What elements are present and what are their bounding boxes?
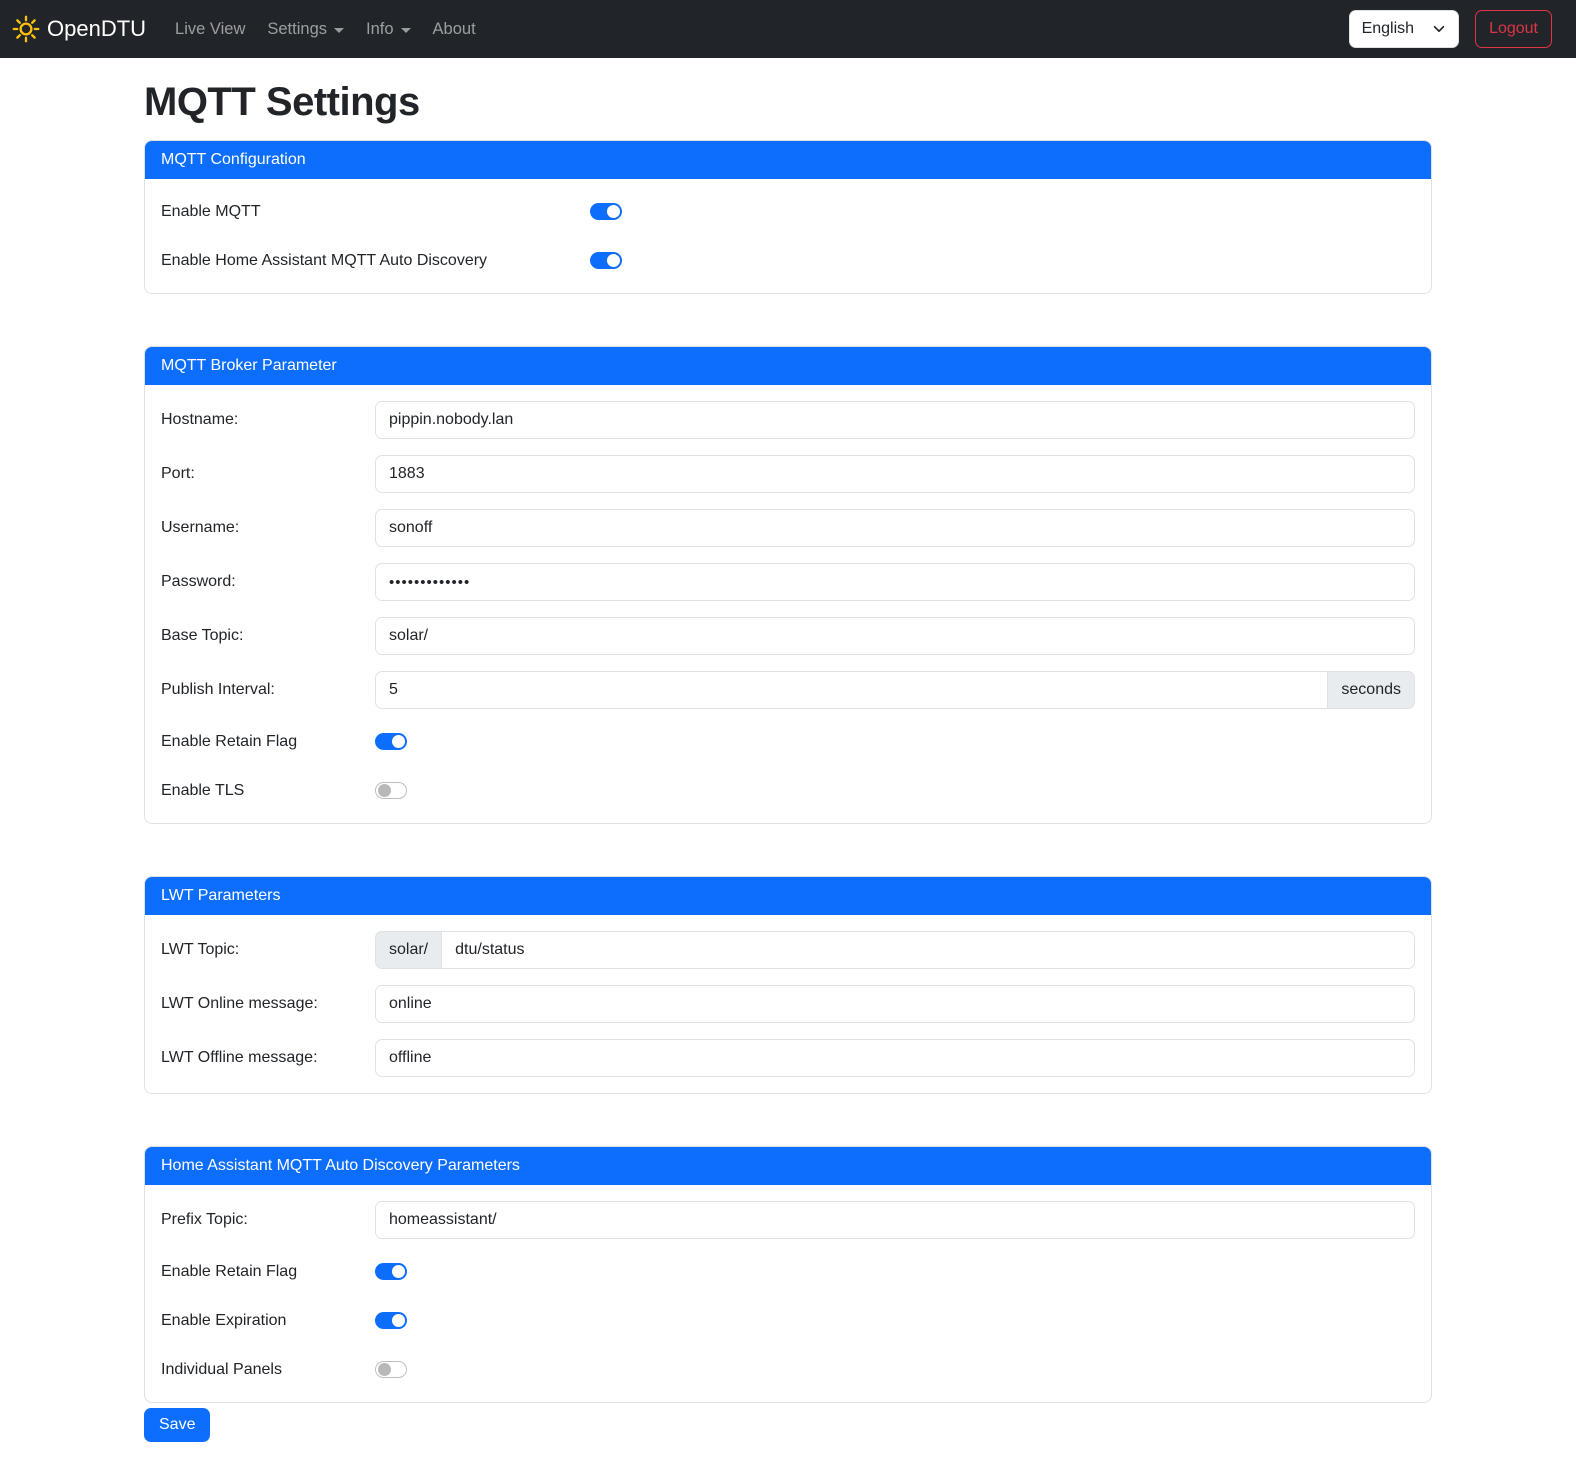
lwt-topic-label: LWT Topic:	[161, 941, 240, 958]
base-topic-input[interactable]	[375, 617, 1415, 655]
caret-down-icon	[334, 28, 344, 33]
nav-info[interactable]	[355, 12, 422, 47]
toggle-knob	[392, 735, 405, 748]
save-button[interactable]: Save	[144, 1408, 210, 1442]
nav-settings[interactable]	[256, 12, 355, 47]
publish-interval-row	[161, 671, 1415, 709]
lwt-topic-row	[161, 931, 1415, 969]
caret-down-icon	[401, 28, 411, 33]
nav-about-label: About	[432, 19, 476, 38]
mqtt-broker-header: MQTT Broker Parameter	[145, 347, 1431, 385]
enable-tls-row	[161, 774, 1415, 807]
lwt-online-input[interactable]	[375, 985, 1415, 1023]
enable-ha-discovery-toggle[interactable]	[590, 252, 622, 269]
enable-retain-toggle[interactable]	[375, 733, 407, 750]
brand-label: OpenDTU	[47, 16, 147, 41]
nav-links	[164, 12, 487, 47]
enable-mqtt-label: Enable MQTT	[161, 202, 261, 220]
language-selected-value: English	[1361, 20, 1415, 37]
chevron-down-icon	[1432, 22, 1446, 36]
individual-panels-row	[161, 1353, 1415, 1386]
enable-ha-discovery-label: Enable Home Assistant MQTT Auto Discovery	[161, 251, 488, 269]
logout-button[interactable]: Logout	[1475, 10, 1552, 48]
base-topic-label: Base Topic:	[161, 627, 244, 644]
lwt-online-row	[161, 985, 1415, 1023]
ha-enable-retain-label: Enable Retain Flag	[161, 1262, 298, 1280]
publish-interval-unit: seconds	[1328, 671, 1415, 709]
password-row	[161, 563, 1415, 601]
username-label: Username:	[161, 519, 240, 536]
username-row	[161, 509, 1415, 547]
enable-ha-discovery-row	[161, 244, 1415, 277]
mqtt-configuration-header: MQTT Configuration	[145, 141, 1431, 179]
username-input[interactable]	[375, 509, 1415, 547]
base-topic-row	[161, 617, 1415, 655]
enable-retain-label: Enable Retain Flag	[161, 732, 298, 750]
toggle-knob	[392, 1314, 405, 1327]
enable-expiration-toggle[interactable]	[375, 1312, 407, 1329]
brand-link[interactable]	[12, 15, 156, 43]
sun-icon	[12, 15, 40, 43]
password-input[interactable]	[375, 563, 1415, 601]
enable-expiration-row	[161, 1304, 1415, 1337]
hostname-label: Hostname:	[161, 411, 239, 428]
mqtt-broker-card	[144, 346, 1432, 824]
ha-enable-retain-toggle[interactable]	[375, 1263, 407, 1280]
ha-enable-retain-row	[161, 1255, 1415, 1288]
publish-interval-label: Publish Interval:	[161, 681, 275, 698]
lwt-parameters-header: LWT Parameters	[145, 877, 1431, 915]
toggle-knob	[607, 205, 620, 218]
publish-interval-input[interactable]	[375, 671, 1328, 709]
password-label: Password:	[161, 573, 236, 590]
toggle-knob	[378, 784, 391, 797]
nav-live-view[interactable]	[164, 12, 256, 47]
hostname-input[interactable]	[375, 401, 1415, 439]
lwt-topic-prefix: solar/	[375, 931, 442, 969]
nav-about[interactable]	[422, 12, 487, 47]
lwt-online-label: LWT Online message:	[161, 995, 318, 1012]
lwt-offline-row	[161, 1039, 1415, 1077]
nav-settings-label: Settings	[267, 19, 327, 38]
navbar	[0, 0, 1576, 58]
nav-info-label: Info	[366, 19, 394, 38]
port-label: Port:	[161, 465, 195, 482]
ha-discovery-card	[144, 1146, 1432, 1403]
ha-discovery-header: Home Assistant MQTT Auto Discovery Parameters	[145, 1147, 1431, 1185]
prefix-topic-row	[161, 1201, 1415, 1239]
enable-mqtt-toggle[interactable]	[590, 203, 622, 220]
prefix-topic-input[interactable]	[375, 1201, 1415, 1239]
port-row	[161, 455, 1415, 493]
individual-panels-toggle[interactable]	[375, 1361, 407, 1378]
lwt-offline-input[interactable]	[375, 1039, 1415, 1077]
lwt-topic-input[interactable]	[442, 931, 1415, 969]
enable-mqtt-row	[161, 195, 1415, 228]
mqtt-configuration-card	[144, 140, 1432, 294]
toggle-knob	[378, 1363, 391, 1376]
enable-expiration-label: Enable Expiration	[161, 1311, 287, 1329]
enable-tls-label: Enable TLS	[161, 781, 245, 799]
nav-live-view-label: Live View	[175, 19, 246, 38]
prefix-topic-label: Prefix Topic:	[161, 1211, 248, 1228]
port-input[interactable]	[375, 455, 1415, 493]
lwt-parameters-card	[144, 876, 1432, 1094]
enable-retain-row	[161, 725, 1415, 758]
enable-tls-toggle[interactable]	[375, 782, 407, 799]
language-select[interactable]	[1349, 10, 1459, 48]
lwt-offline-label: LWT Offline message:	[161, 1049, 318, 1066]
toggle-knob	[607, 254, 620, 267]
toggle-knob	[392, 1265, 405, 1278]
page-title: MQTT Settings	[144, 80, 420, 124]
main-content	[144, 58, 1432, 1468]
hostname-row	[161, 401, 1415, 439]
individual-panels-label: Individual Panels	[161, 1360, 282, 1378]
